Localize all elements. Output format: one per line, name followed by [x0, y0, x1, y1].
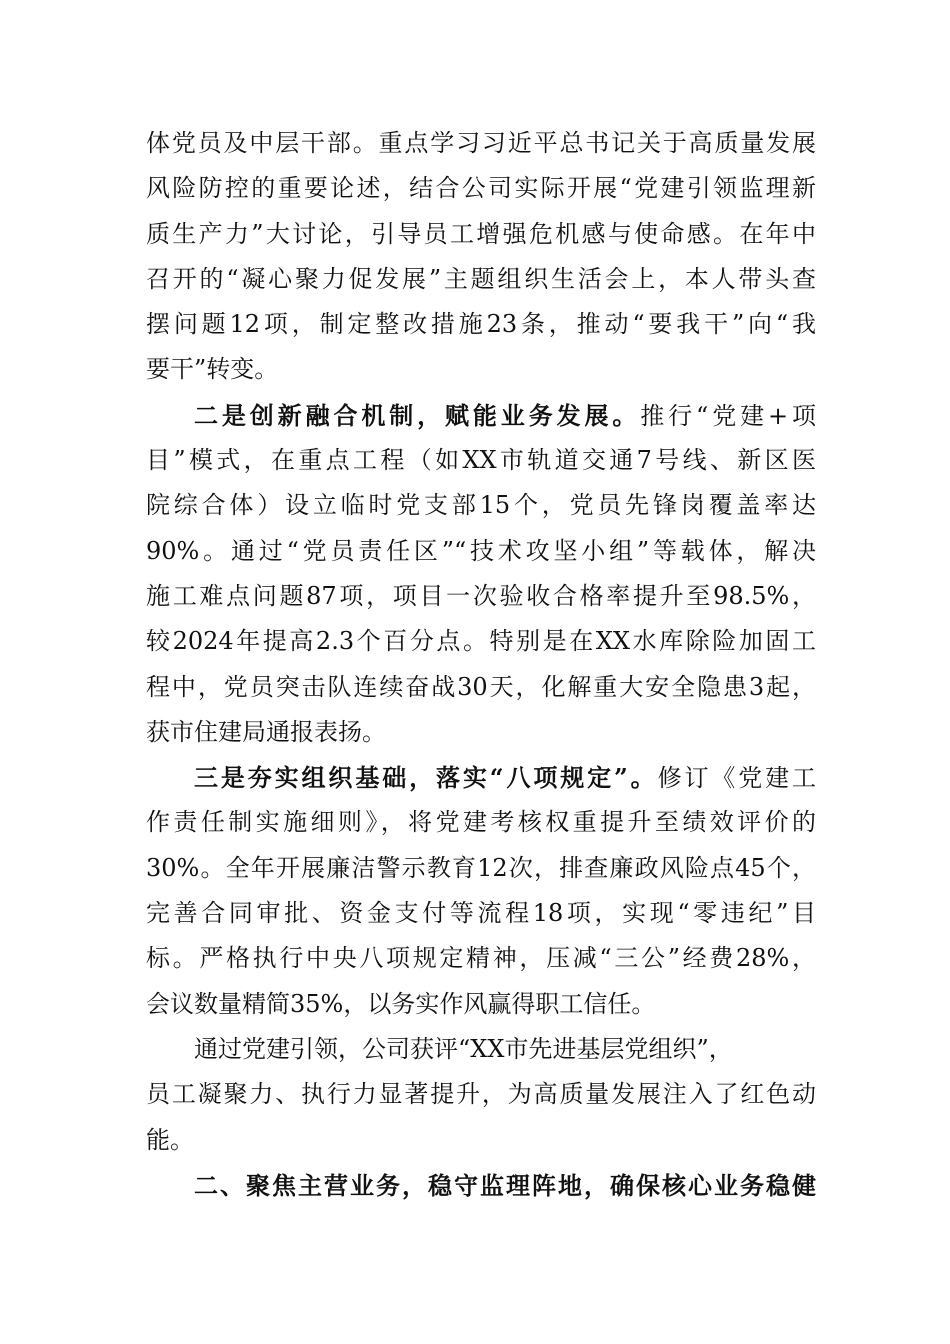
paragraph-line: 较2024年提高2.3个百分点。特别是在XX水库除险加固工	[146, 627, 816, 656]
paragraph-organization-foundation	[146, 755, 816, 1027]
paragraph-line: 召开的“凝心聚力促发展”主题组织生活会上，本人带头查	[146, 264, 816, 293]
paragraph-line: 程中，党员突击队连续奋战30天，化解重大安全隐患3起，	[146, 672, 816, 701]
paragraph-first-line	[146, 755, 816, 800]
paragraph-line: 要干”转变。	[146, 355, 279, 384]
paragraph-heading: 三是夯实组织基础，落实“八项规定”。	[194, 763, 658, 793]
paragraph-line: 获市住建局通报表扬。	[146, 717, 386, 746]
document-body	[146, 121, 816, 1208]
paragraph-line: 摆问题12项，制定整改措施23条，推动“要我干”向“我	[146, 310, 816, 339]
paragraph-heading: 二是创新融合机制，赋能业务发展。	[194, 400, 641, 430]
paragraph-line: 完善合同审批、资金支付等流程18项，实现“零违纪”目	[146, 899, 816, 928]
paragraph-line: 质生产力”大讨论，引导员工增强危机感与使命感。在年中	[146, 219, 816, 248]
paragraph-line: 员工凝聚力、执行力显著提升，为高质量发展注入了红色动	[146, 1080, 816, 1109]
paragraph-party-study	[146, 121, 816, 393]
paragraph-first-line	[146, 393, 816, 438]
paragraph-line: 会议数量精简35%，以务实作风赢得职工信任。	[146, 989, 656, 1018]
section-heading: 二、聚焦主营业务，稳守监理阵地，确保核心业务稳健	[194, 1170, 816, 1200]
paragraph-line: 90%。通过“党员责任区”“技术攻坚小组”等载体，解决	[146, 536, 816, 565]
paragraph-line: 施工难点问题87项，项目一次验收合格率提升至98.5%，	[146, 581, 816, 610]
paragraph-text: 推行“党建+项	[640, 401, 816, 430]
paragraph-line: 作责任制实施细则》，将党建考核权重提升至绩效评价的	[146, 808, 816, 837]
paragraph-line: 体党员及中层干部。重点学习习近平总书记关于高质量发展	[146, 129, 816, 157]
paragraph-line: 能。	[146, 1125, 194, 1154]
paragraph-summary	[146, 1027, 816, 1163]
paragraph-line: 院综合体）设立临时党支部15个，党员先锋岗覆盖率达	[146, 491, 816, 520]
paragraph-line: 目”模式，在重点工程（如XX市轨道交通7号线、新区医	[146, 446, 816, 475]
paragraph-line: 30%。全年开展廉洁警示教育12次，排查廉政风险点45个，	[146, 853, 816, 882]
paragraph-line: 标。严格执行中央八项规定精神，压减“三公”经费28%，	[146, 944, 816, 973]
paragraph-innovation-mechanism	[146, 393, 816, 755]
paragraph-line: 风险防控的重要论述，结合公司实际开展“党建引领监理新	[146, 174, 816, 203]
paragraph-first-line: 通过党建引领，公司获评“XX市先进基层党组织”，	[194, 1034, 733, 1063]
paragraph-text: 修订《党建工	[657, 764, 817, 793]
